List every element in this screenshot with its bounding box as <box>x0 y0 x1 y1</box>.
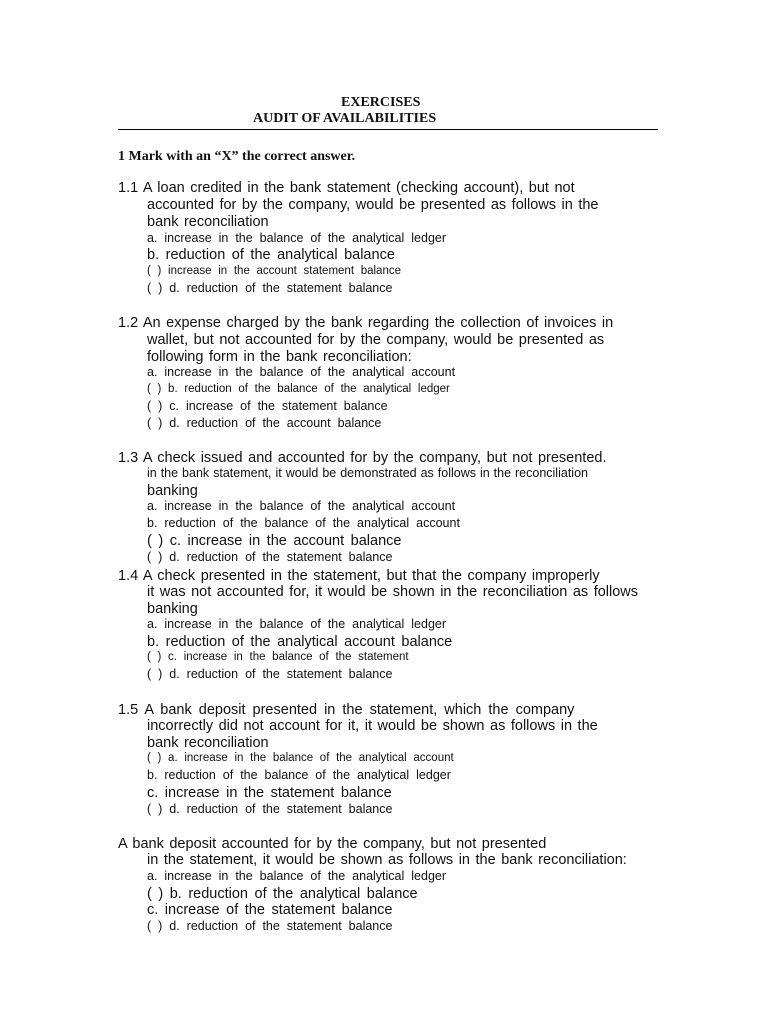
answer-option[interactable]: a. increase in the balance of the analytical ledger <box>147 869 447 883</box>
answer-option[interactable]: ( ) d. reduction of the account balance <box>147 416 382 430</box>
title-divider <box>118 129 658 130</box>
answer-option[interactable]: a. increase in the balance of the analytical ledger <box>147 617 447 631</box>
answer-option[interactable]: b. reduction of the analytical account balance <box>147 634 453 650</box>
question-text: 1.3 A check issued and accounted for by the company, but not presented. <box>118 450 607 466</box>
question-text: following form in the bank reconciliation: <box>147 349 412 365</box>
question-text: 1.2 An expense charged by the bank regarding the collection of invoices in <box>118 315 614 331</box>
answer-option[interactable]: b. reduction of the analytical balance <box>147 247 395 263</box>
page-title: EXERCISES <box>341 95 421 110</box>
question-text: in the bank statement, it would be demonstrated as follows in the reconciliation <box>147 466 588 480</box>
answer-option[interactable]: b. reduction of the balance of the analytical account <box>147 516 460 530</box>
page-subtitle: AUDIT OF AVAILABILITIES <box>253 111 437 126</box>
question-text: it was not accounted for, it would be shown in the reconciliation as follows <box>147 584 639 600</box>
answer-option[interactable]: b. reduction of the balance of the analytical ledger <box>147 768 451 782</box>
question-text: bank reconciliation <box>147 735 269 751</box>
question-text: incorrectly did not account for it, it would be shown as follows in the <box>147 718 598 734</box>
instruction-text: 1 Mark with an “X” the correct answer. <box>118 149 356 164</box>
answer-option[interactable]: ( ) c. increase in the account balance <box>147 533 402 549</box>
answer-option[interactable]: ( ) a. increase in the balance of the analytical account <box>147 752 454 764</box>
answer-option[interactable]: ( ) d. reduction of the statement balance <box>147 550 393 564</box>
answer-option[interactable]: c. increase of the statement balance <box>147 902 393 918</box>
question-text: bank reconciliation <box>147 214 269 230</box>
answer-option[interactable]: ( ) b. reduction of the balance of the analytical ledger <box>147 383 450 395</box>
question-text: wallet, but not accounted for by the company, would be presented as <box>147 332 605 348</box>
question-text: 1.1 A loan credited in the bank statement (checking account), but not <box>118 180 575 196</box>
question-text: accounted for by the company, would be presented as follows in the <box>147 197 599 213</box>
question-text: in the statement, it would be shown as follows in the bank reconciliation: <box>147 852 627 868</box>
answer-option[interactable]: ( ) c. increase of the statement balance <box>147 399 388 413</box>
answer-option[interactable]: ( ) c. increase in the balance of the statement <box>147 651 409 663</box>
question-text: A bank deposit accounted for by the company, but not presented <box>118 836 547 852</box>
answer-option[interactable]: a. increase in the balance of the analytical account <box>147 365 456 379</box>
answer-option[interactable]: ( ) d. reduction of the statement balance <box>147 919 393 933</box>
answer-option[interactable]: ( ) d. reduction of the statement balance <box>147 802 393 816</box>
answer-option[interactable]: ( ) increase in the account statement balance <box>147 265 401 277</box>
answer-option[interactable]: ( ) d. reduction of the statement balance <box>147 281 393 295</box>
question-text: 1.4 A check presented in the statement, but that the company improperly <box>118 568 600 584</box>
answer-option[interactable]: ( ) d. reduction of the statement balance <box>147 667 393 681</box>
question-text: banking <box>147 601 198 617</box>
answer-option[interactable]: a. increase in the balance of the analytical ledger <box>147 231 447 245</box>
question-text: banking <box>147 483 198 499</box>
answer-option[interactable]: a. increase in the balance of the analytical account <box>147 499 456 513</box>
answer-option[interactable]: ( ) b. reduction of the analytical balance <box>147 886 418 902</box>
answer-option[interactable]: c. increase in the statement balance <box>147 785 392 801</box>
question-text: 1.5 A bank deposit presented in the statement, which the company <box>118 702 575 718</box>
